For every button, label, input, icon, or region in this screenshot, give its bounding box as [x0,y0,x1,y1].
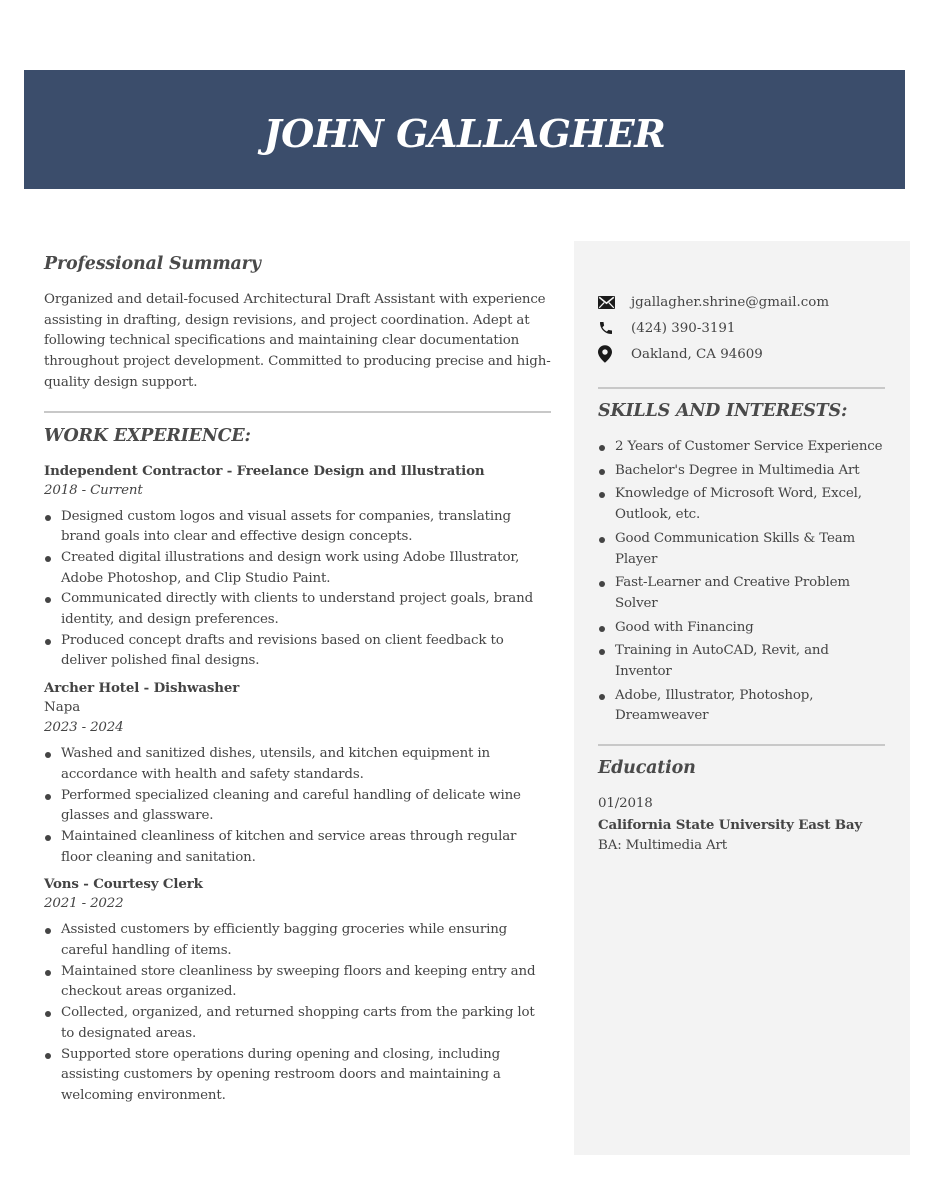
job-dates: 2018 - Current [44,482,143,498]
job-entry [44,874,551,1106]
list-item: Knowledge of Microsoft Word, Excel, Outlook, etc. [598,484,885,525]
skills-list [598,437,885,727]
envelope-icon [598,296,631,309]
job-title: Archer Hotel - Dishwasher [44,680,240,697]
list-item: 2 Years of Customer Service Experience [598,437,885,458]
list-item: Good Communication Skills & Team Player [598,529,885,570]
list-item: Maintained store cleanliness by sweeping floors and keeping entry and checkout areas organized. [44,962,551,1003]
education-degree: BA: Multimedia Art [598,837,728,853]
education-title: Education [598,758,696,779]
divider [44,411,551,413]
summary-title: Professional Summary [44,254,261,274]
summary-text: Organized and detail-focused Architectural Draft Assistant with experience assisting in drafting, design revisions, and project coordination. Adept at following technical specifications and maintaining clear documentation throughout project development. Committed to producing precise and high-quality design support. [44,292,551,390]
list-item: Adobe, Illustrator, Photoshop, Dreamweaver [598,686,885,727]
list-item: Collected, organized, and returned shopping carts from the parking lot to designated areas. [44,1003,551,1044]
job-entry [44,678,551,868]
contact-block [598,289,885,367]
list-item: Created digital illustrations and design work using Adobe Illustrator, Adobe Photoshop, and Clip Studio Paint. [44,548,551,589]
list-item: Good with Financing [598,618,885,639]
candidate-name: JOHN GALLAGHER [263,111,666,156]
skills-title: SKILLS AND INTERESTS: [598,401,848,421]
list-item: Performed specialized cleaning and careful handling of delicate wine glasses and glassware. [44,786,551,827]
contact-phone [598,315,885,341]
education-date: 01/2018 [598,796,653,812]
map-pin-icon [598,345,631,363]
list-item: Training in AutoCAD, Revit, and Inventor [598,641,885,682]
list-item: Bachelor's Degree in Multimedia Art [598,461,885,482]
contact-location [598,341,885,367]
phone-icon [598,320,631,336]
list-item: Supported store operations during opening and closing, including assisting customers by opening restroom doors and maintaining a welcoming environment. [44,1045,551,1107]
main-column [44,254,551,1107]
divider [598,744,885,746]
list-item: Maintained cleanliness of kitchen and service areas through regular floor cleaning and sanitation. [44,827,551,868]
job-entry [44,461,551,673]
list-item: Assisted customers by efficiently bagging groceries while ensuring careful handling of items. [44,920,551,961]
list-item: Designed custom logos and visual assets for companies, translating brand goals into clear and effective design concepts. [44,507,551,548]
job-dates: 2023 - 2024 [44,720,124,736]
location-text: Oakland, CA 94609 [631,346,763,362]
contact-email [598,289,885,315]
email-text[interactable]: jgallagher.shrine@gmail.com [631,294,830,310]
list-item: Communicated directly with clients to understand project goals, brand identity, and design preferences. [44,589,551,630]
job-dates: 2021 - 2022 [44,896,124,912]
sidebar [574,241,910,1155]
job-bullets [44,507,551,673]
list-item: Fast-Learner and Creative Problem Solver [598,573,885,614]
list-item: Washed and sanitized dishes, utensils, and kitchen equipment in accordance with health and safety standards. [44,744,551,785]
phone-text[interactable]: (424) 390-3191 [631,320,736,336]
job-location: Napa [44,700,81,716]
sidebar-content [598,289,885,856]
education-school: California State University East Bay [598,816,863,833]
divider [598,387,885,389]
work-experience-title: WORK EXPERIENCE: [44,425,251,446]
job-title: Independent Contractor - Freelance Design and Illustration [44,462,485,479]
job-title: Vons - Courtesy Clerk [44,876,203,893]
name-header [24,70,905,189]
job-bullets [44,920,551,1106]
list-item: Produced concept drafts and revisions based on client feedback to deliver polished final designs. [44,631,551,672]
education-entry [598,794,885,856]
job-bullets [44,744,551,868]
